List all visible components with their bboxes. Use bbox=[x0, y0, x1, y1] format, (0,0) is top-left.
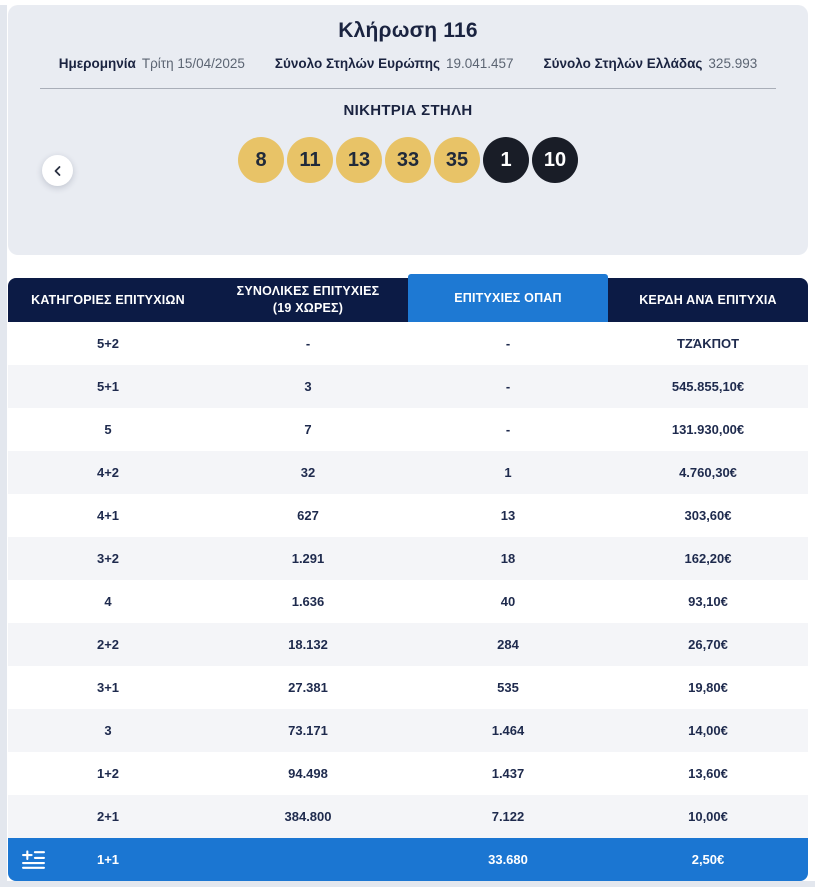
table-row bbox=[8, 408, 808, 451]
draw-summary-card bbox=[8, 5, 808, 255]
table-row bbox=[8, 666, 808, 709]
cell-total-wins: 1.291 bbox=[291, 551, 325, 566]
page-bottom-gutter bbox=[0, 881, 815, 887]
greek-flag-icon bbox=[22, 850, 45, 869]
winning-number-ball: 8 bbox=[238, 137, 284, 183]
cell-prize: 131.930,00€ bbox=[671, 422, 745, 437]
cell-total-wins: 7 bbox=[304, 422, 312, 437]
cell-category: 3+2 bbox=[96, 551, 120, 566]
previous-draw-button[interactable] bbox=[42, 155, 73, 186]
cell-opap-wins: 13 bbox=[500, 508, 516, 523]
table-body bbox=[8, 322, 808, 881]
results-table bbox=[8, 278, 808, 881]
cell-prize: 19,80€ bbox=[688, 680, 728, 695]
cell-category: 1+2 bbox=[96, 766, 120, 781]
meta-item bbox=[59, 56, 245, 71]
cell-prize: 545.855,10€ bbox=[671, 379, 745, 394]
table-row bbox=[8, 365, 808, 408]
column-header-label: ΣΥΝΟΛΙΚΕΣ ΕΠΙΤΥΧΙΕΣ bbox=[236, 284, 380, 299]
column-header bbox=[208, 278, 408, 322]
winning-column-title: ΝΙΚΗΤΡΙΑ ΣΤΗΛΗ bbox=[343, 102, 473, 119]
page-title: Κλήρωση 116 bbox=[338, 19, 478, 42]
cell-prize: 10,00€ bbox=[688, 809, 728, 824]
cell-opap-wins: 1.464 bbox=[491, 723, 525, 738]
table-row bbox=[8, 709, 808, 752]
cell-prize: 26,70€ bbox=[688, 637, 728, 652]
winning-number-ball: 33 bbox=[385, 137, 431, 183]
cell-category: 4+1 bbox=[96, 508, 120, 523]
column-header bbox=[608, 278, 808, 322]
cell-prize: 93,10€ bbox=[688, 594, 728, 609]
cell-prize: ΤΖΆΚΠΟΤ bbox=[676, 336, 740, 351]
draw-meta bbox=[8, 56, 808, 71]
cell-opap-wins: 18 bbox=[500, 551, 516, 566]
cell-total-wins: 94.498 bbox=[288, 766, 328, 781]
cell-category: 3 bbox=[104, 723, 112, 738]
table-row bbox=[8, 752, 808, 795]
cell-opap-wins: - bbox=[505, 422, 511, 437]
cell-opap-wins: 1.437 bbox=[491, 766, 525, 781]
meta-item bbox=[275, 56, 514, 71]
cell-category: 5 bbox=[104, 422, 112, 437]
table-row bbox=[8, 623, 808, 666]
cell-category: 4+2 bbox=[96, 465, 120, 480]
meta-value: Τρίτη 15/04/2025 bbox=[141, 56, 245, 71]
cell-total-wins: 73.171 bbox=[288, 723, 328, 738]
column-header-label: ΚΕΡΔΗ ΑΝΆ ΕΠΙΤΥΧΙΑ bbox=[639, 292, 777, 307]
cell-opap-wins: 284 bbox=[497, 637, 519, 652]
cell-category: 3+1 bbox=[96, 680, 120, 695]
cell-total-wins: 32 bbox=[300, 465, 316, 480]
table-row bbox=[8, 580, 808, 623]
column-header bbox=[8, 278, 208, 322]
cell-total-wins: 27.381 bbox=[288, 680, 328, 695]
cell-total-wins: 1.636 bbox=[291, 594, 325, 609]
table-header bbox=[8, 278, 808, 322]
cell-opap-wins: 535 bbox=[497, 680, 519, 695]
meta-value: 325.993 bbox=[708, 56, 758, 71]
winning-number-ball: 13 bbox=[336, 137, 382, 183]
cell-category: 2+2 bbox=[96, 637, 120, 652]
winning-number-ball: 35 bbox=[434, 137, 480, 183]
meta-label: Ημερομηνία bbox=[58, 56, 136, 71]
cell-opap-wins: 7.122 bbox=[491, 809, 525, 824]
cell-category: 5+1 bbox=[96, 379, 120, 394]
cell-opap-wins: - bbox=[505, 336, 511, 351]
cell-category: 2+1 bbox=[96, 809, 120, 824]
table-row bbox=[8, 795, 808, 838]
column-header-label: ΕΠΙΤΥΧΙΕΣ ΟΠΑΠ bbox=[454, 290, 562, 305]
cell-opap-wins: - bbox=[505, 379, 511, 394]
cell-prize: 303,60€ bbox=[684, 508, 732, 523]
page-left-gutter bbox=[0, 5, 7, 887]
meta-label: Σύνολο Στηλών Ελλάδας bbox=[543, 56, 703, 71]
table-row bbox=[8, 537, 808, 580]
cell-category: 1+1 bbox=[96, 852, 120, 867]
cell-prize: 13,60€ bbox=[688, 766, 728, 781]
cell-total-wins: - bbox=[305, 336, 311, 351]
cell-prize: 2,50€ bbox=[691, 852, 725, 867]
cell-opap-wins: 40 bbox=[500, 594, 516, 609]
cell-total-wins: 627 bbox=[297, 508, 319, 523]
winning-numbers bbox=[8, 137, 808, 183]
meta-label: Σύνολο Στηλών Ευρώπης bbox=[274, 56, 440, 71]
meta-value: 19.041.457 bbox=[445, 56, 514, 71]
cell-prize: 4.760,30€ bbox=[679, 465, 737, 480]
table-row bbox=[8, 451, 808, 494]
cell-category: 4 bbox=[104, 594, 112, 609]
winning-number-ball: 11 bbox=[287, 137, 333, 183]
chevron-left-icon bbox=[51, 164, 65, 178]
cell-category: 5+2 bbox=[96, 336, 120, 351]
table-row bbox=[8, 494, 808, 537]
cell-opap-wins: 1 bbox=[504, 465, 512, 480]
meta-item bbox=[544, 56, 758, 71]
cell-prize: 162,20€ bbox=[684, 551, 732, 566]
bonus-number-ball: 1 bbox=[483, 137, 529, 183]
bonus-number-ball: 10 bbox=[532, 137, 578, 183]
cell-total-wins: 18.132 bbox=[288, 637, 328, 652]
cell-prize: 14,00€ bbox=[688, 723, 728, 738]
cell-opap-wins: 33.680 bbox=[488, 852, 528, 867]
column-header bbox=[408, 274, 608, 322]
column-header-sublabel: (19 ΧΩΡΕΣ) bbox=[272, 301, 344, 315]
table-row-highlighted bbox=[8, 838, 808, 881]
table-row bbox=[8, 322, 808, 365]
cell-total-wins: 384.800 bbox=[284, 809, 332, 824]
column-header-label: ΚΑΤΗΓΟΡΙΕΣ ΕΠΙΤΥΧΙΩΝ bbox=[31, 292, 185, 307]
cell-total-wins: 3 bbox=[304, 379, 312, 394]
